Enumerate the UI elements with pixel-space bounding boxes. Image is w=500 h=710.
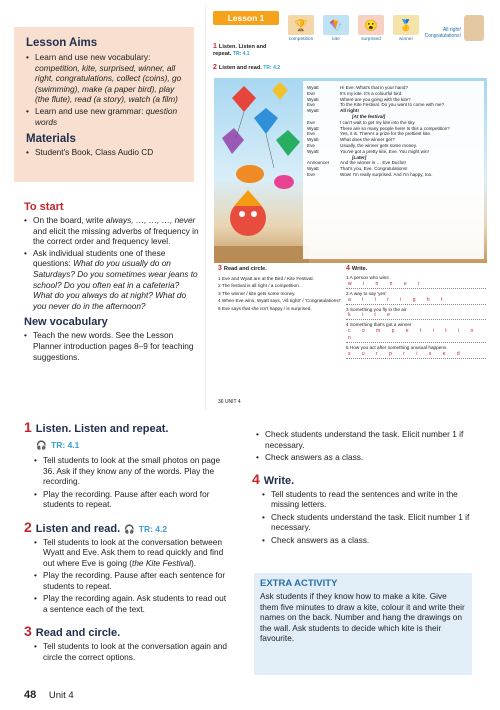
step-2-bullet: • Play the recording. Pause after each sentence for students to repeat. — [34, 570, 229, 591]
circle-item: 1 Eve and Wyatt are at the Bird / Kite Festival. — [218, 276, 314, 281]
lesson-badge: Lesson 1 — [213, 11, 279, 25]
student-book-page — [205, 5, 490, 410]
step-1-bullet: • Tell students to look at the small photos on page 36. Ask if they know any of the words. Play the recording. — [34, 455, 229, 487]
write-item-question: 5 How you act after something unusual happens — [346, 345, 447, 351]
thumbnail-winner: 🥇 winner — [391, 15, 421, 42]
circle-item: 3 The winner / kite gets some money. — [218, 290, 296, 296]
new-vocabulary-title: New vocabulary — [24, 316, 108, 329]
step-3-bullet: • Check answers as a class. — [256, 452, 477, 463]
circle-item: 4 When Eve wins, Wyatt says, 'All right!' / 'Congratulations!' — [218, 298, 341, 304]
dialogue-line: Wyatt There are so many people here! Is this a competition? — [307, 125, 450, 131]
step-1-title: 1 Listen. Listen and repeat. — [24, 419, 169, 435]
dialogue-stage-direction: [Later] — [352, 154, 367, 160]
step-3-bullet: • Check students understand the task. Elicit number 1 if necessary. — [256, 429, 477, 450]
kite-icon: 🪁 — [323, 15, 349, 35]
dialogue-line: Wyatt That's you, Eve. Congratulations! — [307, 166, 408, 172]
track-label: 🎧 TR: 4.1 — [36, 440, 80, 450]
aims-bullet-grammar: • Learn and use new grammar: question words — [26, 106, 186, 127]
aims-bullet-vocabulary: • Learn and use new vocabulary: competition, kite, surprised, winner, all right, congratulations, collect (coins), go (swimming), make (a paper bird), play (the flute), read (a story), watch (a film) — [26, 52, 186, 105]
steps-right-column — [252, 427, 477, 546]
book-exercise-4: 4 Write. 1 A person who wins w i n n e r 2 A way to say 'yes' a l l r i g h t 3 Something you fly in the air k i t e 4 Something that's got a winner c o m p e t i t i o n 5 How you act after something unusual happens s u r p r i s e d — [346, 265, 486, 361]
step-4-title: 4 Write. — [252, 470, 295, 487]
circle-item: 2 The festival is all right / a competition. — [218, 283, 300, 289]
step-2-title: 2 Listen and read. 🎧 TR: 4.2 — [24, 518, 168, 535]
circle-item: 5 Eve says that she isn't happy / is surprised. — [218, 305, 312, 311]
dialogue-line: Eve Yes, it is. There's a prize for the prettiest kite. — [307, 131, 432, 137]
step-4-bullet: • Check answers as a class. — [262, 535, 477, 546]
write-item-answer: s u r p r i s e d — [346, 351, 486, 359]
step-1-bullet: • Play the recording. Pause after each word for students to repeat. — [34, 489, 229, 510]
write-item-answer: c o m p e t i t i o n — [346, 328, 486, 343]
kites-illustration — [214, 78, 309, 263]
page-number: 48 — [24, 689, 37, 701]
book-exercise-1: 1 Listen. Listen and repeat. TR: 4.1 — [213, 43, 267, 57]
dialogue-line: Wyatt You've got a pretty kite, Eve. You might win! — [307, 148, 429, 154]
extra-activity-text: Ask students if they know how to make a kite. Give them five minutes to draw a kite, colour it and write their names on the back. Number and hang the drawings on the wall. Ask students to decide which kite is their favourite. — [260, 591, 465, 643]
page-footer — [24, 689, 74, 701]
lesson-aims-title: Lesson Aims — [26, 37, 98, 49]
vocabulary-thumbnails — [286, 15, 421, 42]
unit-label: Unit 4 — [48, 690, 74, 701]
surprised-face-icon: 😮 — [358, 15, 384, 35]
step-4-bullet: • Tell students to read the sentences and write in the missing letters. — [262, 489, 477, 510]
dialogue-line: Wyatt Where are you going with the kite? — [307, 96, 411, 102]
kite-festival-photo — [214, 78, 487, 263]
write-item-answer: k i t e — [346, 312, 486, 320]
trophy-icon: 🏆 — [288, 15, 314, 35]
step-3-bullet: • Tell students to look at the conversation again and circle the correct options. — [34, 641, 229, 662]
dialogue-line: Wyatt All right! — [307, 108, 359, 114]
to-start-section — [24, 201, 199, 363]
extra-activity-title: EXTRA ACTIVITY — [260, 578, 338, 589]
materials-title: Materials — [26, 133, 76, 146]
headphones-icon: 🎧 — [36, 440, 47, 450]
headphones-icon: 🎧 — [124, 523, 135, 534]
write-item-question: 2 A way to say 'yes' — [346, 290, 387, 296]
thumbnail-surprised: 😮 surprised — [356, 15, 386, 42]
step-4-bullet: • Check students understand the task. Elicit number 1 if necessary. — [262, 512, 477, 533]
write-item-question: 4 Something that's got a winner — [346, 322, 412, 328]
boy-thumbs-up-image — [464, 15, 484, 41]
dialogue-line: Wyatt Hi Eve. What's that in your hand? — [307, 85, 409, 90]
all-right-caption: All right! Congratulations! — [424, 27, 461, 39]
dialogue-line: Eve To the Kite Festival. Do you want to come with me? — [307, 102, 445, 108]
write-item-question: 1 A person who wins — [346, 275, 389, 280]
vocabulary-bullet: • Teach the new words. See the Lesson Planner introduction pages 8–9 for teaching suggestions. — [24, 330, 199, 362]
dialogue-line: Eve I can't wait to get my kite into the sky. — [307, 119, 416, 125]
write-item-answer: w i n n e r — [346, 281, 486, 289]
step-2-bullet: • Play the recording again. Ask students to read out a sentence each of the text. — [34, 593, 229, 614]
step-3-title: 3 Read and circle. — [24, 623, 121, 639]
write-item-answer: a l l r i g h t — [346, 297, 486, 305]
book-exercise-2: 2 Listen and read. TR: 4.2 — [213, 64, 281, 71]
dialogue-stage-direction: [At the festival] — [352, 113, 386, 119]
materials-item: • Student's Book, Class Audio CD — [26, 147, 186, 158]
dialogue-line: Eve Wow! I'm really surprised. And I'm happy, too. — [307, 171, 433, 177]
extra-activity-box — [254, 573, 472, 675]
thumbnail-competition: 🏆 competition — [286, 15, 316, 42]
step-2-bullet: • Tell students to look at the conversation between Wyatt and Eve. Ask them to read quickly and find out where Eve is going (the Kite Festival). — [34, 537, 229, 569]
thumbnail-kite: 🪁 kite — [321, 15, 351, 42]
book-exercise-3: 3 Read and circle. 1 Eve and Wyatt are at the Bird / Kite Festival. 2 The festival is all right / a competition. 3 The winner / kite gets some money. 4 When Eve wins, Wyatt says, 'All right!' / 'Congratulations!' 5 Eve says that she isn't happy / is surprised. — [218, 265, 350, 312]
dialogue-line: Announcer And the winner is … Eve Duclot! — [307, 160, 406, 166]
dialogue-line: Eve Usually, the winner gets some money. — [307, 142, 417, 148]
to-start-title: To start — [24, 201, 64, 213]
steps-left-column — [24, 419, 229, 663]
lesson-aims-panel — [14, 27, 194, 182]
to-start-bullet: • Ask individual students one of these questions: What do you usually do on Saturdays? Do you sometimes wear jeans to school? Do you often eat in a cafeteria? What do you always do at night? What do you never do in the afternoon? — [24, 248, 199, 312]
dialogue-line: Wyatt What does the winner get? — [307, 137, 395, 143]
dialogue-box — [303, 81, 484, 259]
to-start-bullet: • On the board, write always, …, …, …, never and elicit the missing adverbs of frequency in the correct order and frequency level. — [24, 215, 199, 247]
medal-icon: 🥇 — [393, 15, 419, 35]
dialogue-line: Eve It's my kite. It's a colourful bird. — [307, 90, 403, 96]
book-page-footer: 36 UNIT 4 — [218, 399, 241, 405]
write-item-question: 3 Something you fly in the air — [346, 306, 407, 312]
